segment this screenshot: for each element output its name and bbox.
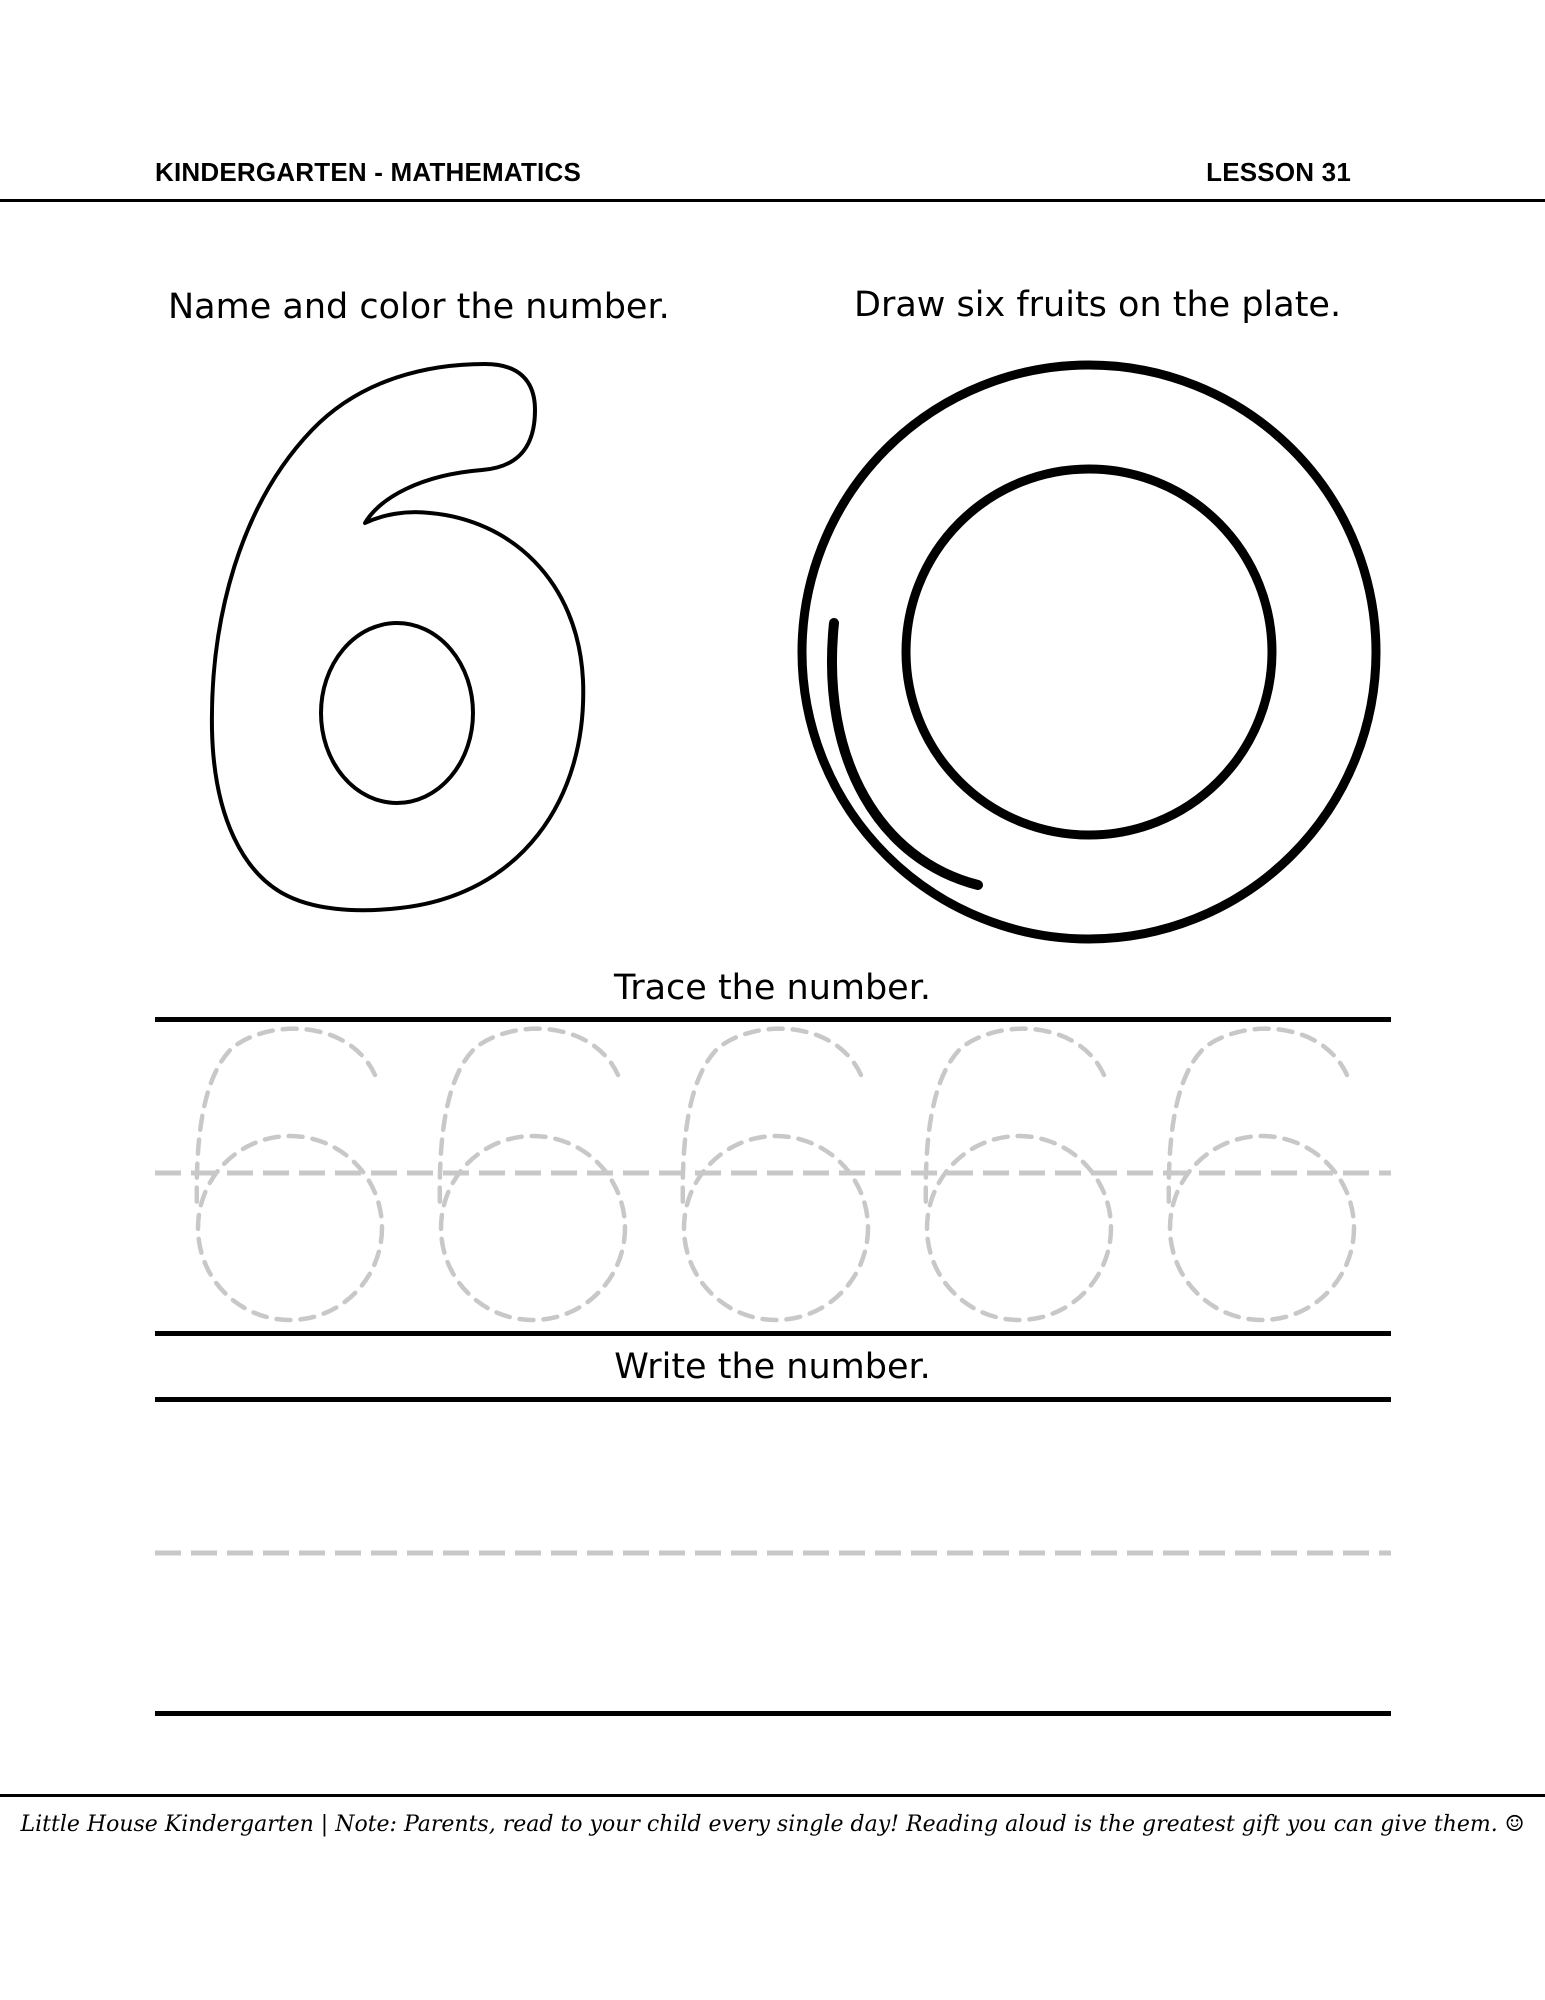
color-number-instruction: Name and color the number. — [168, 287, 670, 327]
footer-note: Little House Kindergarten | Note: Parents, read to your child every single day! Reading aloud is the greatest gift you can give them. ☺ — [20, 1812, 1525, 1837]
draw-fruits-instruction: Draw six fruits on the plate. — [854, 285, 1342, 325]
trace-instruction: Trace the number. — [613, 968, 932, 1008]
footer-divider — [0, 1794, 1545, 1797]
worksheet-subject: KINDERGARTEN - MATHEMATICS — [155, 157, 581, 187]
lesson-number: LESSON 31 — [1206, 157, 1351, 187]
write-bottom-line[interactable] — [155, 1711, 1391, 1716]
write-instruction: Write the number. — [614, 1347, 931, 1387]
